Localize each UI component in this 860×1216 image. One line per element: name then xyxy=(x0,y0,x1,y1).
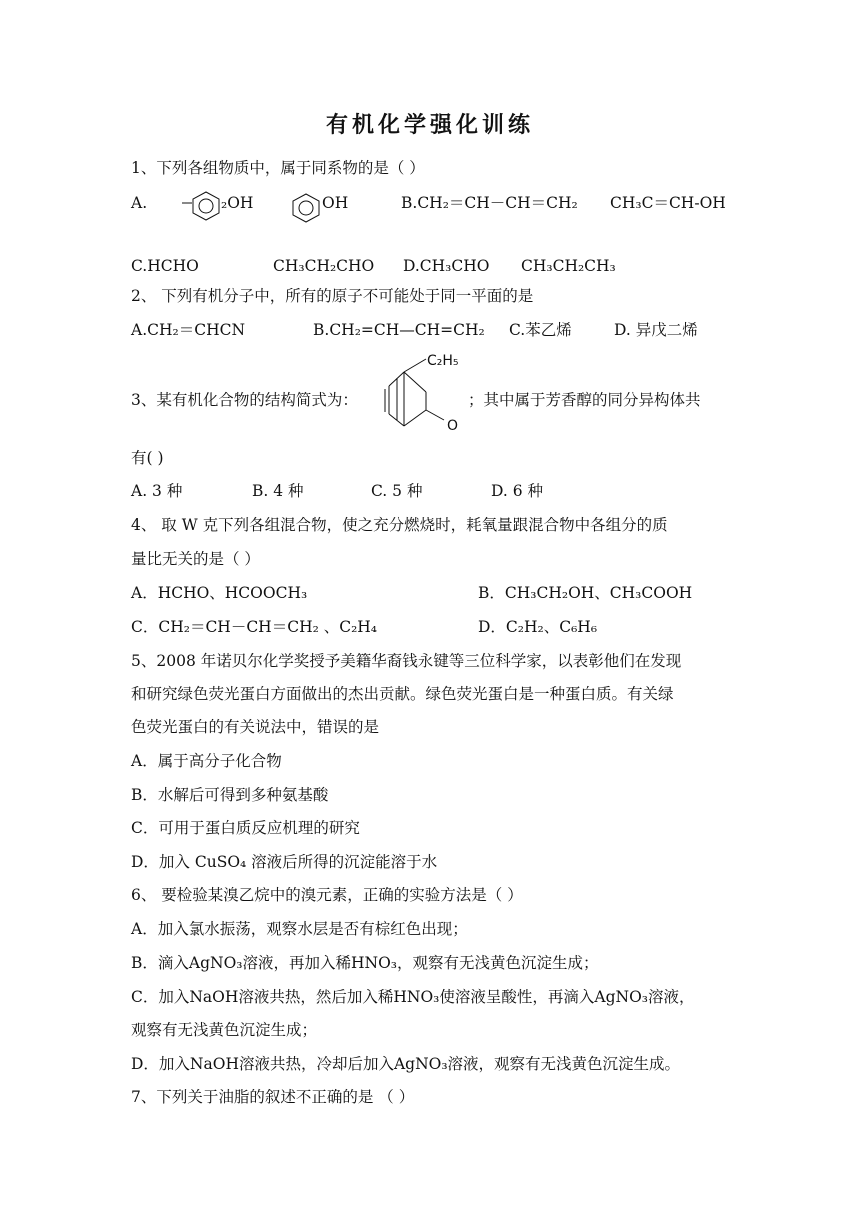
phenol-structure xyxy=(292,194,326,226)
question-7-stem: 7、下列关于油脂的叙述不正确的是 （ ） xyxy=(131,1088,415,1106)
question-1-option-a-mol1-suffix: ₂OH xyxy=(221,194,254,212)
question-4-stem-2: 量比无关的是（ ） xyxy=(131,550,260,568)
question-3-stem-cont: 有( ) xyxy=(131,449,164,467)
question-3-stem-pre: 3、某有机化合物的结构简式为： xyxy=(131,391,358,409)
question-3-option-b: B. 4 种 xyxy=(252,482,304,500)
question-1-option-d-2: CH₃CH₂CH₃ xyxy=(521,257,616,275)
question-6-option-a: A．加入氯水振荡，观察水层是否有棕红色出现； xyxy=(131,920,468,938)
question-6-option-b: B．滴入AgNO₃溶液，再加入稀HNO₃，观察有无浅黄色沉淀生成； xyxy=(131,954,599,972)
question-1-option-c-1: C.HCHO xyxy=(131,257,199,275)
question-5-stem-3: 色荧光蛋白的有关说法中，错误的是 xyxy=(131,718,380,736)
question-5-option-d: D．加入 CuSO₄ 溶液后所得的沉淀能溶于水 xyxy=(131,853,438,871)
question-1-option-b-2: CH₃C＝CH-OH xyxy=(610,194,726,212)
question-5-option-b: B．水解后可得到多种氨基酸 xyxy=(131,786,329,804)
question-3-stem-post: ；其中属于芳香醇的同分异构体共 xyxy=(468,391,701,409)
question-6-option-c-1: C．加入NaOH溶液共热，然后加入稀HNO₃使溶液呈酸性，再滴入AgNO₃溶液， xyxy=(131,988,695,1006)
question-3-option-d: D. 6 种 xyxy=(491,482,544,500)
question-6-option-c-2: 观察有无浅黄色沉淀生成； xyxy=(131,1021,318,1039)
question-1-option-a-mol2-suffix: OH xyxy=(322,194,349,212)
question-3-substituent: C₂H₅ xyxy=(427,353,459,369)
question-4-stem-1: 4、 取 W 克下列各组混合物，使之充分燃烧时，耗氧量跟混合物中各组分的质 xyxy=(131,516,668,534)
question-5-stem-2: 和研究绿色荧光蛋白方面做出的杰出贡献。绿色荧光蛋白是一种蛋白质。有关绿 xyxy=(131,685,674,703)
question-1-stem: 1、下列各组物质中，属于同系物的是（ ） xyxy=(131,159,425,177)
question-2-stem: 2、 下列有机分子中，所有的原子不可能处于同一平面的是 xyxy=(131,287,534,305)
question-3-option-a: A. 3 种 xyxy=(131,482,183,500)
question-4-option-a: A．HCHO、HCOOCH₃ xyxy=(131,584,308,602)
question-2-option-a: A.CH₂＝CHCN xyxy=(131,321,246,339)
question-5-option-c: C．可用于蛋白质反应机理的研究 xyxy=(131,819,360,837)
question-4-option-b: B．CH₃CH₂OH、CH₃COOH xyxy=(478,584,693,602)
question-1-option-d-1: D.CH₃CHO xyxy=(403,257,490,275)
question-2-option-d: D. 异戊二烯 xyxy=(614,321,698,339)
page-title: 有机化学强化训练 xyxy=(325,112,534,138)
question-1-option-c-2: CH₃CH₂CHO xyxy=(273,257,375,275)
question-2-option-c: C.苯乙烯 xyxy=(509,321,572,339)
question-1-option-a-label: A. xyxy=(131,194,148,212)
question-1-option-b-1: B.CH₂＝CH－CH＝CH₂ xyxy=(401,194,578,212)
question-2-option-b: B.CH₂=CH—CH=CH₂ xyxy=(313,321,485,339)
question-4-option-c: C．CH₂＝CH－CH＝CH₂ 、C₂H₄ xyxy=(131,618,378,636)
question-6-stem: 6、 要检验某溴乙烷中的溴元素，正确的实验方法是（ ） xyxy=(131,886,523,904)
question-6-option-d: D．加入NaOH溶液共热，冷却后加入AgNO₃溶液，观察有无浅黄色沉淀生成。 xyxy=(131,1055,681,1073)
question-4-option-d: D．C₂H₂、C₆H₆ xyxy=(478,618,598,636)
question-3-carbonyl-oxygen: O xyxy=(447,418,459,434)
question-5-option-a: A．属于高分子化合物 xyxy=(131,752,282,770)
question-5-stem-1: 5、2008 年诺贝尔化学奖授予美籍华裔钱永键等三位科学家，以表彰他们在发现 xyxy=(131,652,682,670)
question-3-option-c: C. 5 种 xyxy=(371,482,423,500)
